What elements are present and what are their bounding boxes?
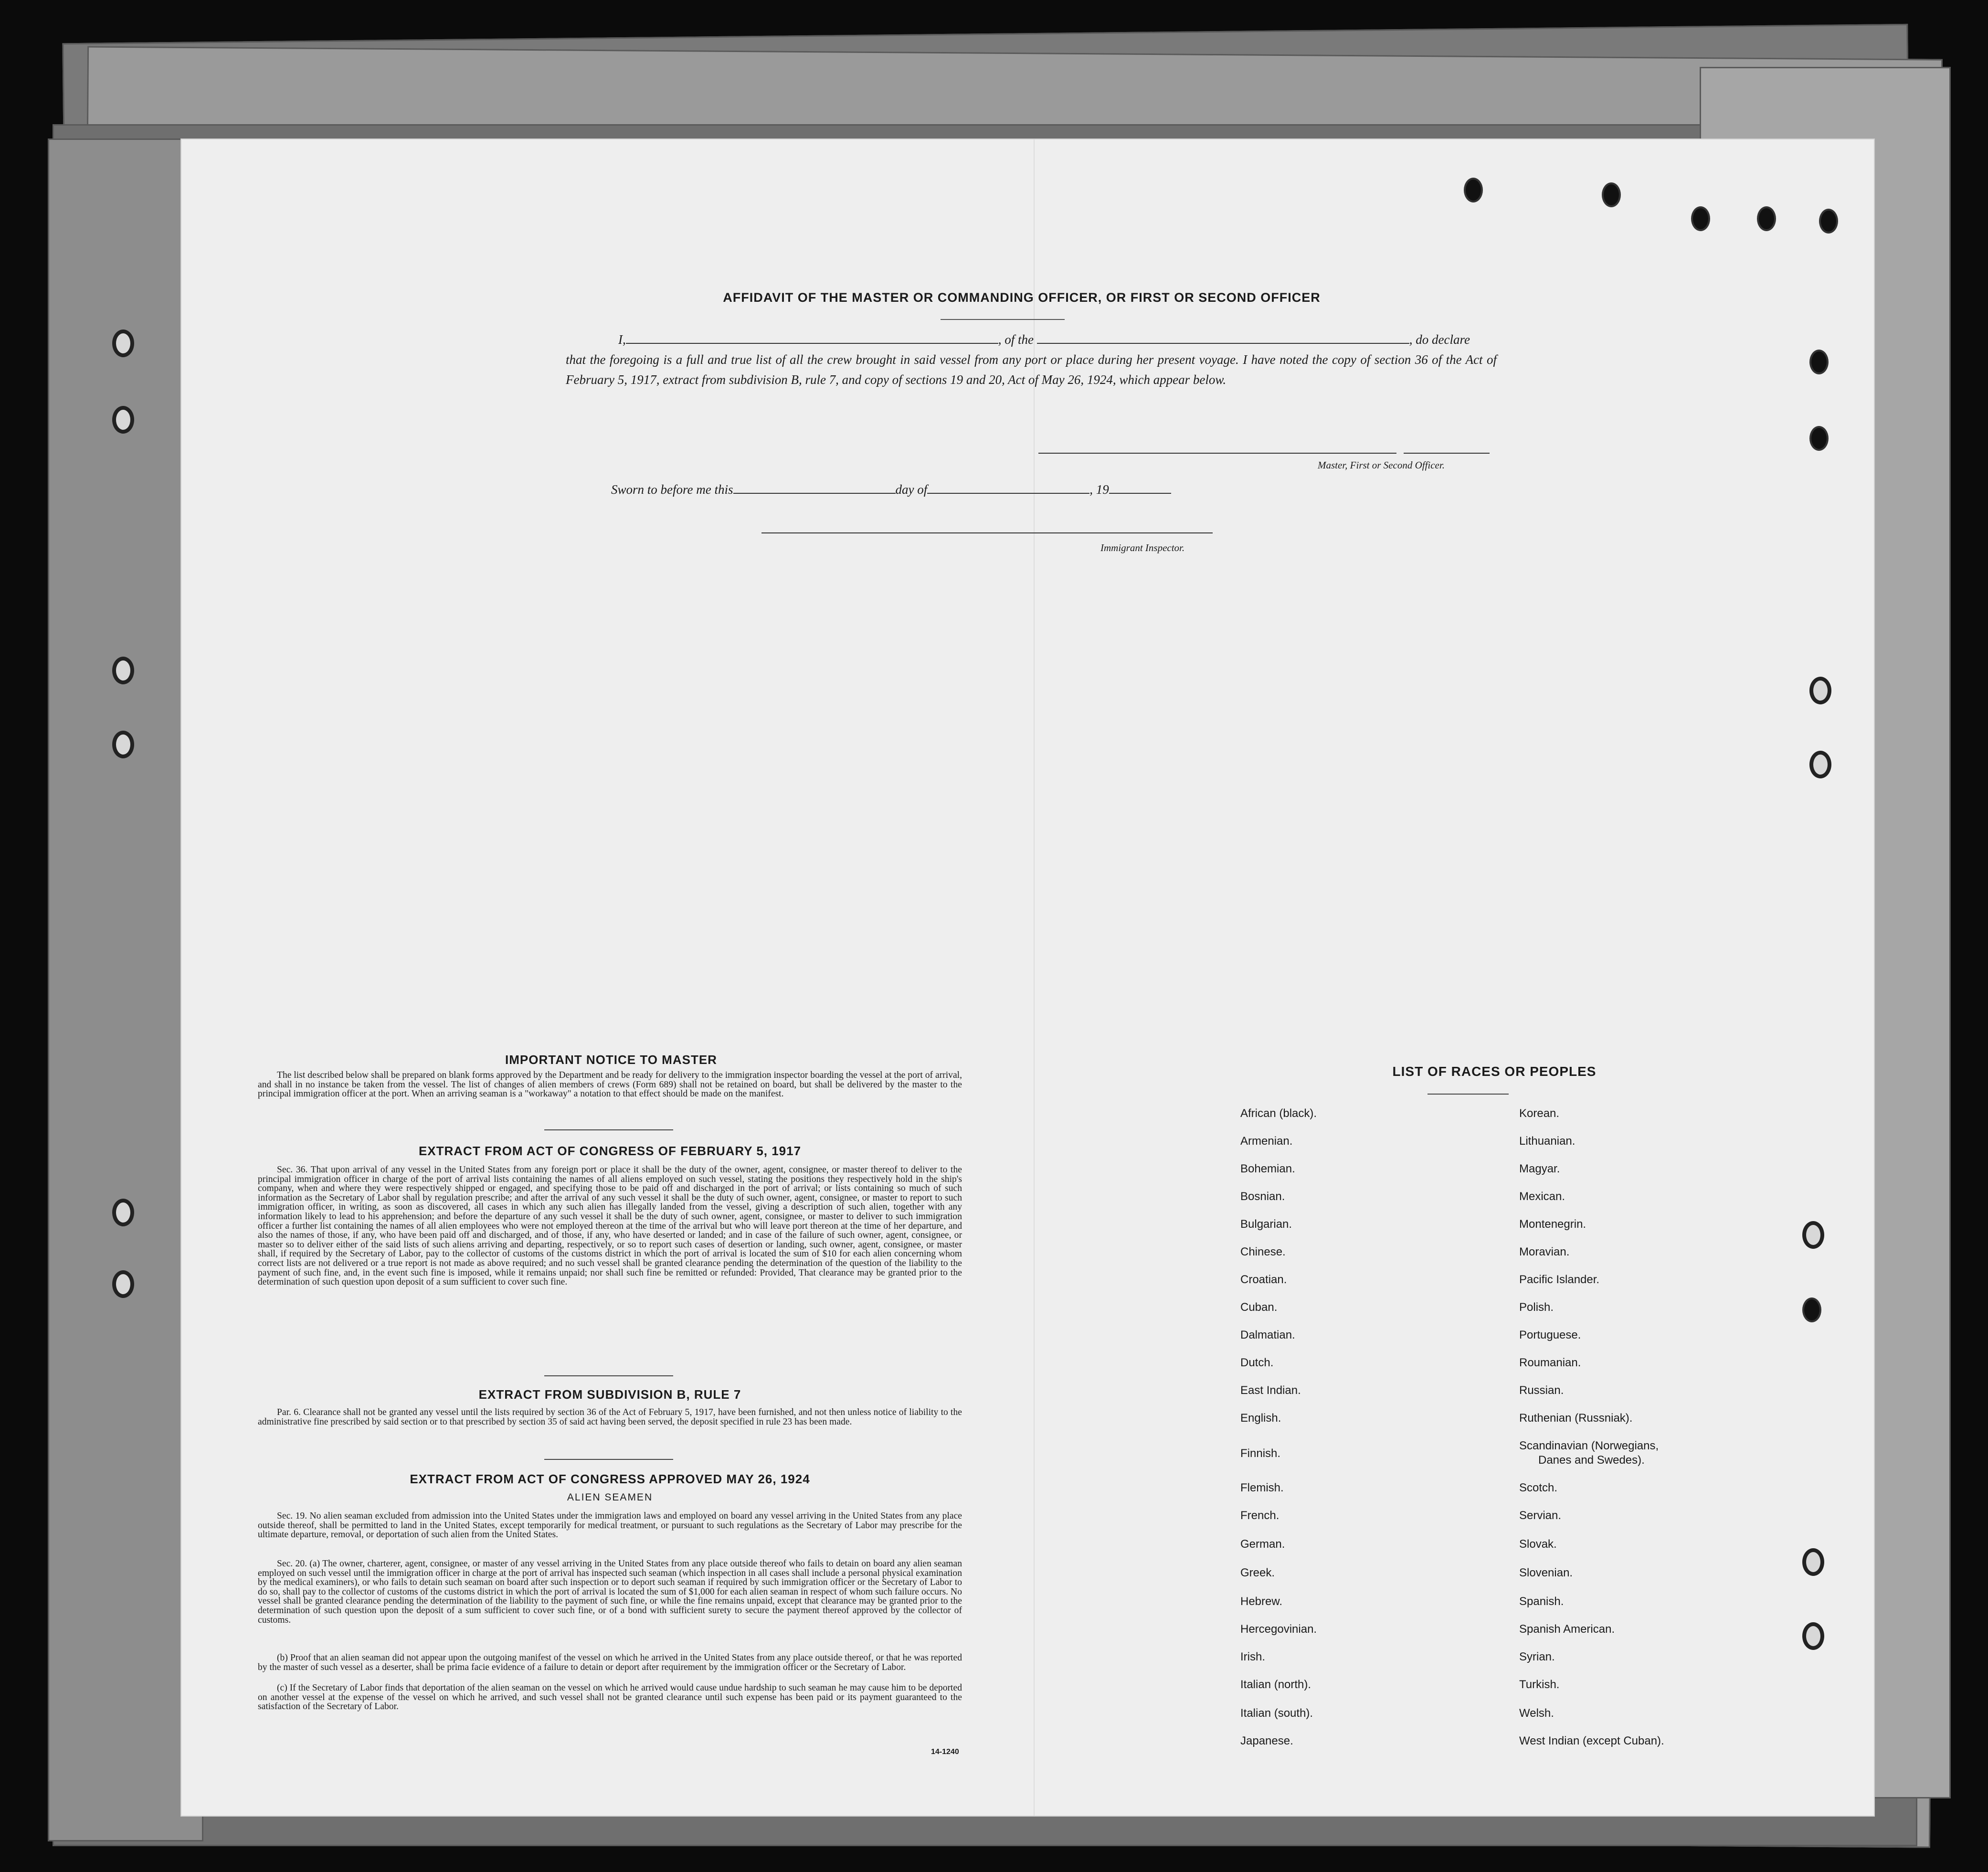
extract-rule7-title: EXTRACT FROM SUBDIVISION B, RULE 7 [478, 1387, 741, 1402]
race-item: Bosnian. [1240, 1190, 1285, 1203]
race-item: Syrian. [1519, 1650, 1555, 1663]
extract-1917-text: Sec. 36. That upon arrival of any vessel in the United States from any foreign port or place it shall be the duty of the owner, agent, consignee, or master thereof to deliver to the principal immigration officer in charge of the port of arrival lists containing the names of all aliens employed on such vessel, stating the positions they respectively hold in the ship's company, when and where they were respectively shipped or engaged, and specifying those to be paid off and discharged in the port of arrival; or lists containing so much of such information as the Secretary of Labor shall by regulation prescribe; and after the arrival of any such vessel it shall be the duty of such owner, agent, consignee, or master to report to such immigration officer, in writing, as soon as discovered, all cases in which any such alien has illegally landed from the vessel, giving a description of such alien, together with any information likely to lead to his apprehension; and before the departure of any such vessel it shall be the duty of such owner, agent, consignee, or master to deliver to such immigration officer a further list containing the names of all alien employees who were not employed thereon at the time of the arrival but who will leave port thereon at the time of her departure, and also the names of those, if any, who have been paid off and discharged, and of those, if any, who have deserted or landed; and in case of the failure of such owner, agent, consignee, or master so to deliver either of the said lists of such aliens arriving and departing, respectively, or so to report such cases of desertion or landing, such owner, agent, consignee, or master shall, if required by the Secretary of Labor, pay to the collector of customs of the customs district in which the port of arrival is located the sum of $10 for each alien concerning whom correct lists are not delivered or a true report is not made as above required; and no such vessel shall be granted clearance pending the determination of the question of the liability to the payment of such fine, and, in the event such fine is imposed, while it remains unpaid; nor shall such fine be remitted or refunded: Provided, That clearance may be granted prior to the determination of such question upon deposit of a sum sufficient to cover such fine. [258, 1165, 962, 1287]
race-item: Flemish. [1240, 1481, 1284, 1494]
race-item: Scotch. [1519, 1481, 1558, 1494]
sworn-day-text: day of [895, 482, 928, 497]
race-item: Cuban. [1240, 1301, 1278, 1314]
sworn-year-text: , 19 [1089, 482, 1109, 497]
affidavit-line1-start: I, [618, 332, 626, 347]
race-item: Italian (north). [1240, 1678, 1311, 1691]
affidavit-declaration: that the foregoing is a full and true list of all the crew brought in said vessel from any port or place during her present voyage. I have noted the copy of section 36 of the Act of February 5, 1917, extract from subdivision B, rule 7, and copy of sections 19 and 20, Act of May 26, 1924, which appear below. [566, 352, 1497, 387]
race-item: Italian (south). [1240, 1707, 1313, 1720]
race-item: English. [1240, 1412, 1281, 1425]
race-item: Slovenian. [1519, 1566, 1573, 1579]
vessel-name-field[interactable] [1037, 332, 1409, 344]
punch-hole-icon [112, 731, 134, 758]
section-20a-text: Sec. 20. (a) The owner, charterer, agent, consignee, or master of any vessel arriving in the United States from any place outside thereof who fails to detain on board any alien seaman employed on such vessel until the immigration officer in charge at the port of arrival has inspected such seaman (which inspection in all cases shall include a personal physical examination by the medical examiners), or who fails to detain such seaman on board after such inspection or to deport such seaman if required by such immigration officer or the Secretary of Labor to do so, shall pay to the collector of customs of the customs district in which the port of arrival is located the sum of $1,000 for each alien seaman in respect of whom such failure occurs. No vessel shall be granted clearance pending the determination of the liability to the payment of such fine, or while the fine remains unpaid, except that clearance may be granted prior to the determination of such question upon the deposit of a sum sufficient to cover such fine, or of a bond with sufficient surety to secure the payment thereof approved by the collector of customs. [258, 1559, 962, 1625]
divider [544, 1459, 673, 1460]
race-item: Croatian. [1240, 1273, 1287, 1286]
alien-seamen-subtitle: ALIEN SEAMEN [567, 1492, 653, 1503]
sworn-month-field[interactable] [927, 482, 1089, 494]
race-item: Mexican. [1519, 1190, 1565, 1203]
punch-hole-icon [112, 657, 134, 684]
race-item: Chinese. [1240, 1245, 1286, 1258]
race-item: Danes and Swedes). [1538, 1454, 1645, 1467]
race-item: African (black). [1240, 1107, 1317, 1120]
race-item: Welsh. [1519, 1707, 1554, 1720]
race-item: German. [1240, 1538, 1285, 1551]
race-item: Greek. [1240, 1566, 1275, 1579]
race-item: Armenian. [1240, 1135, 1293, 1148]
punch-hole-icon [112, 1199, 134, 1226]
punch-hole-icon [1757, 206, 1776, 231]
inspector-signature-caption: Immigrant Inspector. [1100, 542, 1185, 553]
punch-hole-icon [1809, 677, 1831, 704]
affidavit-body [566, 330, 1497, 390]
race-item: Irish. [1240, 1650, 1266, 1663]
extract-rule7-text: Par. 6. Clearance shall not be granted any vessel until the lists required by section 36 of the Act of February 5, 1917, have been furnished, and not then unless notice of liability to the administrative fine prescribed by said section or to that prescribed by section 35 of said act having been served, the deposit specified in rule 23 has been made. [258, 1407, 962, 1427]
form-number: 14-1240 [931, 1748, 959, 1756]
punch-hole-icon [1802, 1548, 1824, 1576]
punch-hole-icon [112, 406, 134, 434]
punch-hole-icon [1809, 751, 1831, 778]
punch-hole-icon [112, 330, 134, 357]
race-item: Bulgarian. [1240, 1218, 1292, 1231]
race-item: Spanish American. [1519, 1623, 1615, 1636]
race-item: Spanish. [1519, 1595, 1564, 1608]
divider [1428, 1094, 1509, 1095]
notice-text: The list described below shall be prepared on blank forms approved by the Department and be ready for delivery to the immigration inspector boarding the vessel at the port of arrival, and shall in no instance be taken from the vessel. The list of changes of alien members of crews (Form 689) shall not be retained on board, but shall be delivered by the master to the principal immigration officer at the port. When an arriving seaman is a "workaway" a notation to that effect should be made on the manifest. [258, 1070, 962, 1099]
master-signature-line-2[interactable] [1404, 453, 1490, 454]
race-item: Ruthenian (Russniak). [1519, 1412, 1633, 1425]
race-item: French. [1240, 1509, 1280, 1522]
race-item: Servian. [1519, 1509, 1562, 1522]
race-item: Bohemian. [1240, 1162, 1295, 1175]
race-item: Finnish. [1240, 1447, 1281, 1460]
section-20c-text: (c) If the Secretary of Labor finds that deportation of the alien seaman on the vessel on which he arrived would cause undue hardship to such seaman he may cause him to be deported on another vessel at the expense of the vessel on which he arrived, and such vessel shall not be granted clearance until such expense has been paid or its payment guaranteed to the satisfaction of the Secretary of Labor. [258, 1683, 962, 1712]
punch-hole-icon [1602, 182, 1621, 207]
race-item: Portuguese. [1519, 1329, 1581, 1341]
races-title: LIST OF RACES OR PEOPLES [1392, 1064, 1597, 1079]
sworn-year-field[interactable] [1109, 482, 1171, 494]
sworn-statement [611, 482, 1171, 497]
race-item: Korean. [1519, 1107, 1560, 1120]
race-item: Pacific Islander. [1519, 1273, 1600, 1286]
page-fold [1034, 139, 1035, 1816]
punch-hole-icon [1809, 426, 1829, 451]
race-item: Scandinavian (Norwegians, [1519, 1439, 1659, 1452]
race-item: Slovak. [1519, 1538, 1557, 1551]
punch-hole-icon [1819, 209, 1838, 234]
divider [544, 1375, 673, 1376]
race-item: Roumanian. [1519, 1356, 1581, 1369]
race-item: Dutch. [1240, 1356, 1274, 1369]
master-signature-line[interactable] [1038, 453, 1396, 454]
inspector-signature-line[interactable] [761, 532, 1213, 533]
divider [544, 1129, 673, 1130]
affidavit-title: AFFIDAVIT OF THE MASTER OR COMMANDING OFFICER, OR FIRST OR SECOND OFFICER [723, 290, 1321, 305]
race-item: East Indian. [1240, 1384, 1301, 1397]
extract-1917-title: EXTRACT FROM ACT OF CONGRESS OF FEBRUARY 5, 1917 [418, 1144, 802, 1158]
punch-hole-icon [1464, 178, 1483, 202]
master-signature-caption: Master, First or Second Officer. [1318, 459, 1445, 471]
punch-hole-icon [1802, 1221, 1824, 1249]
sworn-start-text: Sworn to before me this [611, 482, 733, 497]
race-item: Hercegovinian. [1240, 1623, 1317, 1636]
punch-hole-icon [1691, 206, 1710, 231]
race-item: Dalmatian. [1240, 1329, 1295, 1341]
punch-hole-icon [1802, 1298, 1821, 1322]
race-item: Moravian. [1519, 1245, 1570, 1258]
notice-title: IMPORTANT NOTICE TO MASTER [505, 1053, 717, 1067]
punch-hole-icon [1809, 350, 1829, 374]
divider [941, 319, 1065, 320]
section-20b-text: (b) Proof that an alien seaman did not appear upon the outgoing manifest of the vessel on which he arrived in the United States from any place outside thereof, or that he was reported by the master of such vessel as a deserter, shall be prima facie evidence of a failure to detain or deport after requirement by the immigration officer or the Secretary of Labor. [258, 1653, 962, 1672]
race-item: Japanese. [1240, 1734, 1293, 1747]
punch-hole-icon [1802, 1622, 1824, 1650]
section-19-text: Sec. 19. No alien seaman excluded from admission into the United States under the immigration laws and employed on board any vessel arriving in the United States from any place outside thereof, shall be permitted to land in the United States, except temporarily for medical treatment, or pursuant to such regulations as the Secretary of Labor may prescribe for the ultimate departure, removal, or deportation of such alien from the United States. [258, 1511, 962, 1540]
race-item: Hebrew. [1240, 1595, 1283, 1608]
race-item: Turkish. [1519, 1678, 1560, 1691]
race-item: Polish. [1519, 1301, 1554, 1314]
master-name-field[interactable] [626, 332, 998, 344]
race-item: Montenegrin. [1519, 1218, 1586, 1231]
sworn-day-field[interactable] [733, 482, 896, 494]
extract-1924-title: EXTRACT FROM ACT OF CONGRESS APPROVED MAY 26, 1924 [410, 1472, 810, 1486]
punch-hole-icon [112, 1270, 134, 1298]
race-item: Magyar. [1519, 1162, 1560, 1175]
affidavit-line1-mid: , of the [998, 332, 1034, 347]
race-item: Russian. [1519, 1384, 1564, 1397]
affidavit-line1-end: , do declare [1409, 332, 1470, 347]
race-item: West Indian (except Cuban). [1519, 1734, 1664, 1747]
race-item: Lithuanian. [1519, 1135, 1576, 1148]
